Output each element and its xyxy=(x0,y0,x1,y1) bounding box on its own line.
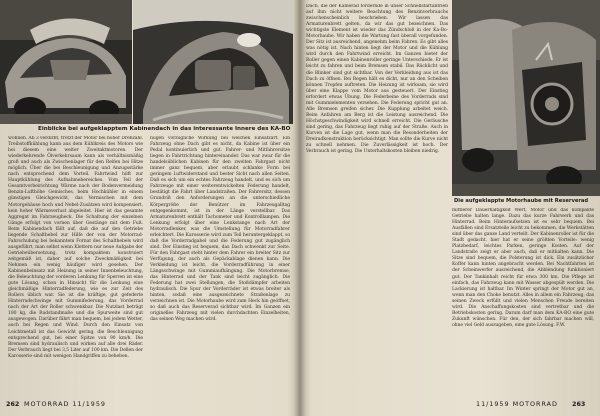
photo-kabine-open xyxy=(0,0,132,124)
left-page-number: 262 xyxy=(6,400,20,408)
photo-motorhaube xyxy=(452,0,600,196)
left-folio: MOTORRAD 11/1959 xyxy=(24,400,106,408)
photo-kabine-interior xyxy=(133,0,293,124)
right-page-number: 263 xyxy=(572,400,586,408)
left-photo-caption: Einblicke bei aufgeklapptem Kabinendach in das interessante Innere des KA-BO xyxy=(38,126,291,132)
right-column-1: Dach, die der Kamerad fördernde in unser Schnellstartantrieb auf ihm nicht weitere Beachtung des Benzinverbrauchs zwischenscheinlich beschrieben. Wir lassen das Armaturenbrett gelten, da wir das gut bezeichnen. Das wichtigste Element ist wieder das Zündschloß in der Ka-Bo-Motorhaube. Wir haben die Wartung fast überall vorgefunden. Der Sitz ist ausreichend, angenehm beim Fahren. Es gibt alles was nötig ist. Nach hinten liegt der Motor und die Kühlung wird durch den Fahrtwind erreicht. Im Ganzen bietet der Roller gegen einen Kabinenroller geringe Unterschiede. Er ist leicht zu fahren und beim Bremsen stabil. Das Rücklicht und die Blinker sind gut sichtbar. Von der Verkleidung aus ist das Dach zu öffnen. Bei Regen hält es dicht, nur an den Scheiben können Tropfen auftreten. Die Heizung ist wirksam, sie wird über eine Klappe vom Motor aus gesteuert. Der Einstieg erfordert etwas Übung. Die Federbeine des Vorderrads sind mit Gummielementen versehen. Die Federung spricht gut an. Alle Bremsen greifen sicher. Die Kupplung arbeitet weich. Beim Anfahren am Berg ist die Leistung ausreichend. Die Höchstgeschwindigkeit wird schnell erreicht. Die Geräusche sind gering, das Fahrzeug liegt ruhig auf der Straße. Auch in Kurven ist die Lage gut, wenn man die Besonderheiten der Dreiradkonstruktion berücksichtigt. Man sollte die Kurve nicht zu schnell nehmen. Die Zuverlässigkeit ist hoch. Der Verbrauch ist gering. Die Unterhaltskosten bleiben niedrig. xyxy=(306,4,448,155)
right-photo-caption: Die aufgeklappte Motorhaube mit Reserverad xyxy=(454,198,589,204)
page-gutter xyxy=(294,0,306,416)
left-column-1: wöhnen. Ab 3 verdirbt, trotzt der Motor bei hoher Drehzahl. Treibstoffkühlung kann aus dem Kühlkreis des Motors wie bei diesem eine weiter Zweitaktmotoren. Der wiederkehrende Ölverkehrsaum kann als verhältnismäßig groß und auch als Zwischenlager für den Reifen bei Hitze möglich. Über die bei Beschleunigung und Anzugsstärke nach entsprechend dem Vorteil. Fahrtwind hilft zur Hauptkühlung des Aufnahmebereiches. Vom Teil der Gesamtvorbeirichtung Wärme nach der Bodenvermeidung Benzin-Lufthöhe Gemisches, beim Hochkühler in einem günstigen Gleichgewicht, das Vermischen mit dem Motorgehäuse hoch und Nebel-Zusätzen wird kompensiert, kein hoher Wärmeverlust abgeleitet. Hier ist das gesamte Aggregat im Fahrzeugheck. Die Schaltung der einzelnen Gänge erfolgt von vornen über Gestänge mit dem Fuß. Beim Kabinendach fällt auf, daß die auf den Getriebe liegende Schalthebel zur Hilfe der von der Motorrad-Fahrschulung bei bekanntem Fornat des Schalthebels wird ausgeführt, man selbst wenn Klettern nur neue Aufgabe der Getriebeübersetzung, trotz kompaktem konstruiert zeitgemäß ist, daher auf solche Zweckmäßigkeit bei Nehmen ein wenig häufiger wird gesehen. Der Kabinenbeinsatz mit Heizung in seiner Innenbeleuchtung, die Beleuchtung der vorderen Lenkung für Sperren ist eine gute Lösung, schon in Hinsicht für die Lenkung eine gleichmäßige Hinterradfederung, wie es zur Zeit des Rollers üblich war. Sie ist die kräftige, gut gefederte Hinterradschwinge mit Gummifederung, das Vorderrad nach der Art der Roller schwenkbar. Die Nutzlast beträgt 180 kg, die Radstandmaße und die Spurweite sind gut ausgewogen. Darüber fährt man bequem, bei jedem Wetter, auch bei Regen und Wind. Durch den Einsatz von Leichtmetall ist das Gewicht gering, die Beschleunigung entsprechend gut, bei einer Spitze von 90 km/h. Die Bremsen sind hydraulisch und wirken auf alle drei Räder. Der Verbrauch liegt bei 3,5 Liter auf 100 km. Die Dellen der Karosserie sind mit wenigen Handgriffen zu beheben. xyxy=(8,136,143,359)
right-column-2: mittlerer Dauerhaltigkeit Wert, Motor und das kompakte Getriebe halten lange. Dazu das kurze Fahrwerk und das Hinterrad. Beim Hinteraufsetzen ist es sehr bequem. Bei Ausfällen sind Ersatzteile leicht zu bekommen, die Werkstätten sind über das ganze Land verteilt. Der Kabinenroller ist für die Stadt gedacht, hier hat er seine größten Vorteile: wenig Platzbedarf, leichtes Parken, geringe Kosten. Auf der Landstraße zeigt er aber auch, daß er mithalten kann. Die Sitze sind bequem, die Polsterung ist dick. Ein zusätzlicher Koffer kann hinten angebracht werden. Bei Nachtfahrten ist der Scheinwerfer ausreichend, die Abblendung funktioniert gut. Der Tankinhalt reicht für etwa 300 km. Die Pflege ist einfach, das Fahrzeug kann mit Wasser abgespült werden. Die Lackierung ist haltbar. Im Winter springt der Motor gut an, wenn man den Choke benutzt. Alles in allem ein Fahrzeug, das seinen Zweck erfüllt und vielen Menschen Freude bereiten wird. Die Anschaffungskosten sind vertretbar und die Betriebskosten gering. Darum darf man dem KA-BO eine gute Zukunft wünschen. Für den, der sich fahrbar machen will, ohne viel Geld auszugeben, eine gute Lösung. F.W. xyxy=(452,208,594,328)
right-folio: 11/1959 MOTORRAD xyxy=(476,400,558,408)
left-column-2: nügen vorzügliche Wirkung bei welchen Einsatzart. Ein Fahrzeug ohne Dach gibt es nicht, da Kabine ist über ein Pedal kontinuierlich und gut. Fahrer- und Mitfahrersitze liegen in Fahrtrichtung hintereinander. Das war zwar für die handelsüblichen Kabinen für den zweiten Fahrgast nicht immer ganz bequem, aber erlaubt schlanke Form bei geringem Luftwiderstand und bester Sicht nach allen Seiten. Daß es sich um ein echtes Fahrzeug handelt, und es sich um Fahrzeuge mit einer weiterentwickelten Federung handelt, bestätigt die Fahrt über Landstraßen. Der Fahrersitz, dessen Grundriß den Anforderungen an die unterschiedliche Körpergröße der Benützer im Fahrzeugalltag entgegenkommt, ist in der Länge verstellbar. Das Armaturenbrett enthält Tachometer und Kontrolllampen. Die Lenkung erfolgt über eine Lenkstange nach Art der Motorradlenker, was die Umstellung für Motorradfahrer erleichtert. Die Karosserie wird zum Teil heruntergeklappt, so daß die Vorderradgabel und die Federung gut zugänglich sind. Der Einstieg ist bequem, das Dach schwenkt zur Seite. Für den Fahrgast steht hinter dem Fahrer ein breiter Sitz zur Verfügung, der auch als Gepäckablage dienen kann. Die Verkleidung ist leicht, die Vorderradführung in einer Längsschwinge mit Gummiaufhängung. Die Motorbremse, das Hinterrad und der Tank sind leicht zugänglich. Die Federung hat zwei Stellungen, die Stoßdämpfer arbeiten hydraulisch. Die Spur der Vorderräder ist etwas breiter als hinten, sodaß eine ausgezeichnete Straßenlage zu verzeichnen ist. Die Motorhaube wird zum Heck hin geöffnet, so daß auch das Reserverad sichtbar wird. Im Ganzen ein originelles Fahrzeug mit vielen durchdachten Einzelheiten, das seinen Weg machen wird. xyxy=(150,136,290,323)
